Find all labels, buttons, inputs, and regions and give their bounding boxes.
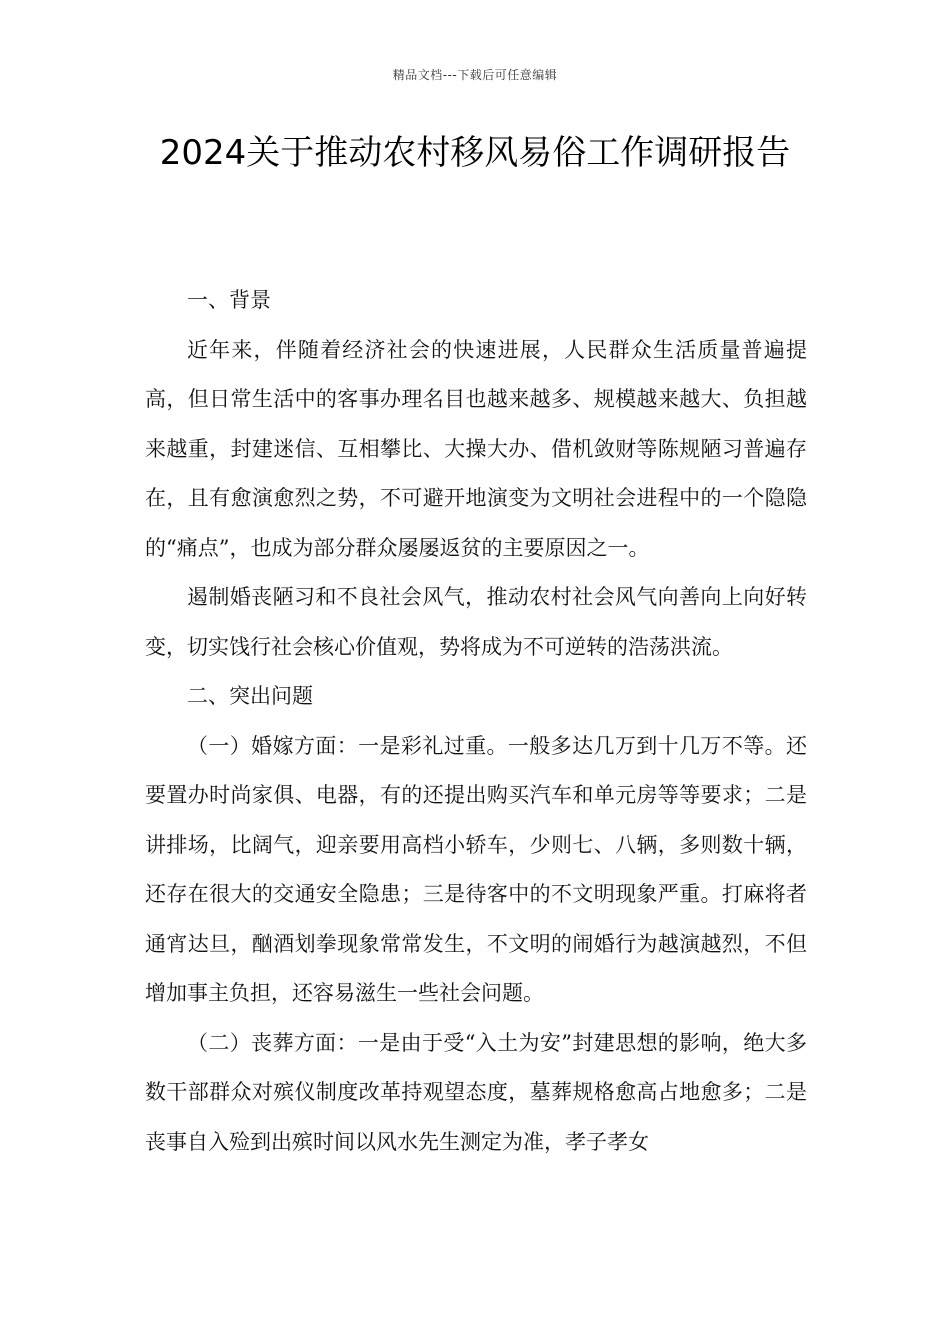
section-heading-issues: 二、突出问题 — [187, 684, 313, 708]
document-title: 2024关于推动农村移风易俗工作调研报告 — [159, 133, 791, 173]
header-note: 精品文档---下载后可任意编辑 — [392, 68, 558, 82]
paragraph-issue-funeral: （二）丧葬方面：一是由于受“入土为安”封建思想的影响，绝大多数干部群众对殡仪制度改革持观望态度，墓葬规格愈高占地愈多；二是丧事自入殓到出殡时间以风水先生测定为准，孝子孝女 — [145, 1030, 807, 1154]
paragraph-issue-marriage: （一）婚嫁方面：一是彩礼过重。一般多达几万到十几万不等。还要置办时尚家俱、电器，有的还提出购买汽车和单元房等等要求；二是讲排场，比阔气，迎亲要用高档小轿车，少则七、八辆，多则数十辆，还存在很大的交通安全隐患；三是待客中的不文明现象严重。打麻将者通宵达旦，酗酒划拳现象常常发生，不文明的闹婚行为越演越烈，不但增加事主负担，还容易滋生一些社会问题。 — [145, 733, 807, 1005]
section-heading-background: 一、背景 — [187, 288, 271, 312]
paragraph-background-1: 近年来，伴随着经济社会的快速进展，人民群众生活质量普遍提高，但日常生活中的客事办理名目也越来越多、规模越来越大、负担越来越重，封建迷信、互相攀比、大操大办、借机敛财等陈规陋习普遍存在，且有愈演愈烈之势，不可避开地演变为文明社会进程中的一个隐隐的“痛点”，也成为部分群众屡屡返贫的主要原因之一。 — [145, 337, 807, 560]
paragraph-background-2: 遏制婚丧陋习和不良社会风气，推动农村社会风气向善向上向好转变，切实饯行社会核心价值观，势将成为不可逆转的浩荡洪流。 — [145, 585, 807, 659]
document-body — [145, 276, 807, 1167]
